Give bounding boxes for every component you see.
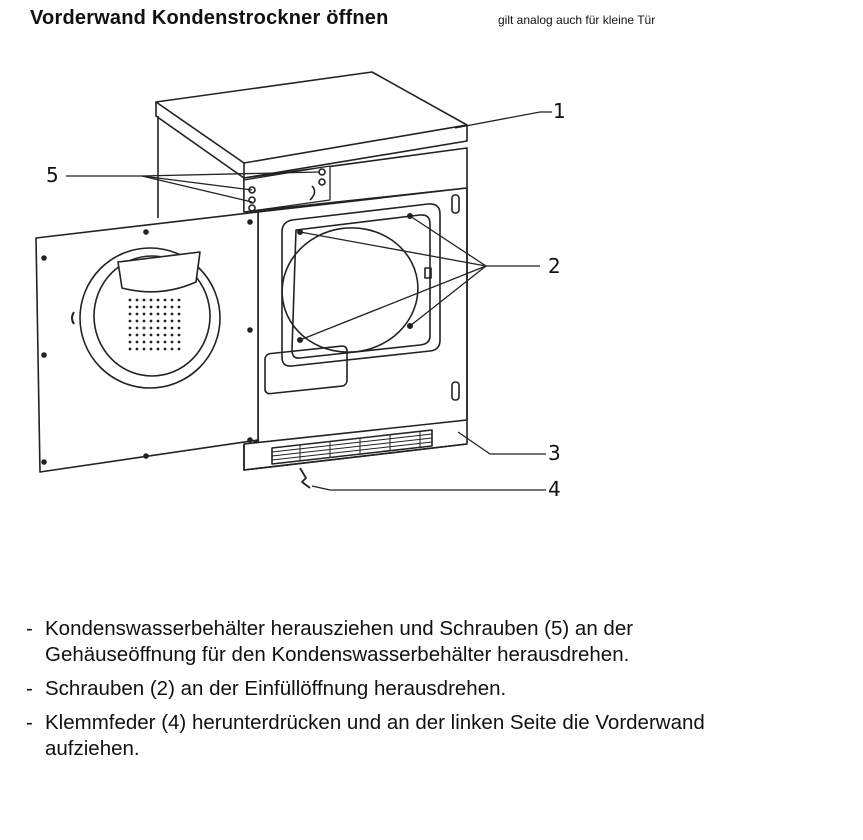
leader-4 <box>312 486 330 490</box>
callout-1: 1 <box>553 99 566 123</box>
front-wall-open <box>36 212 258 472</box>
step-text-line: Gehäuseöffnung für den Kondenswasserbehälter herausdrehen. <box>45 643 630 666</box>
list-dash: - <box>26 711 33 734</box>
instruction-step <box>26 616 856 668</box>
callout-5: 5 <box>46 163 59 187</box>
clamp-spring <box>300 468 310 488</box>
callout-4: 4 <box>548 477 561 501</box>
step-text-line: Schrauben (2) an der Einfüllöffnung herausdrehen. <box>45 677 507 700</box>
step-text-line: Klemmfeder (4) herunterdrücken und an der linken Seite die Vorderwand <box>45 711 705 734</box>
page-subtitle: gilt analog auch für kleine Tür <box>498 13 656 27</box>
instruction-step <box>26 710 856 762</box>
dryer-drawing <box>0 60 863 520</box>
list-dash: - <box>26 617 33 640</box>
callout-2: 2 <box>548 254 561 278</box>
list-dash: - <box>26 677 33 700</box>
dryer-illustration <box>0 60 863 520</box>
leader-1 <box>455 112 540 128</box>
instruction-step <box>26 676 856 702</box>
instruction-list <box>26 616 856 770</box>
callout-3: 3 <box>548 441 561 465</box>
step-text-line: aufziehen. <box>45 737 140 760</box>
page-title: Vorderwand Kondenstrockner öffnen <box>30 7 389 29</box>
step-text-line: Kondenswasserbehälter herausziehen und Schrauben (5) an der <box>45 617 634 640</box>
